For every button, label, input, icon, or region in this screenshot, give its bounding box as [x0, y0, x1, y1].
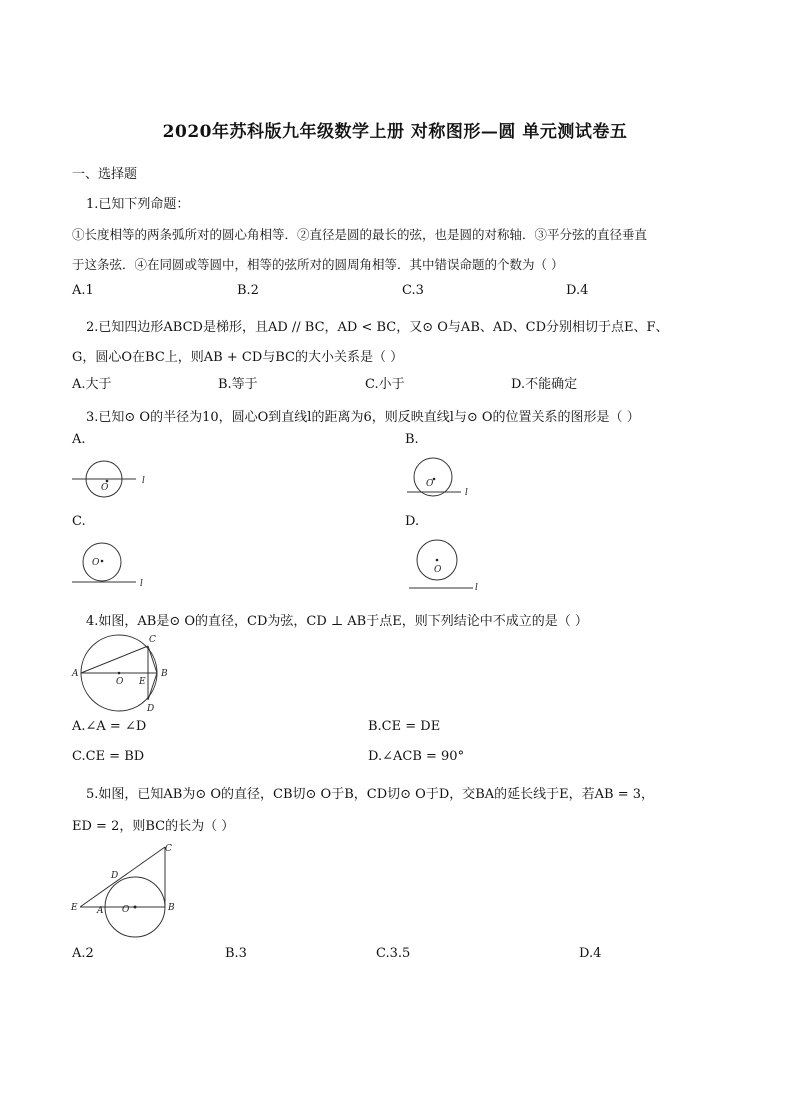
q4-label-c: C: [149, 635, 156, 645]
q5-label-o: O: [122, 905, 130, 915]
q2-option-c[interactable]: C.小于: [365, 377, 405, 392]
q4-label-a: A: [72, 669, 79, 679]
q1-option-c[interactable]: C.3: [402, 283, 424, 298]
q4-segment-ac: [81, 646, 148, 673]
q4-label-b: B: [161, 669, 168, 679]
section-heading: 一、选择题: [72, 167, 138, 182]
page-title: 2020年苏科版九年级数学上册 对称图形—圆 单元测试卷五: [162, 122, 628, 142]
q3-option-a[interactable]: A.: [72, 432, 86, 447]
q3d-label-o: O: [434, 565, 442, 575]
q3-figure-b[interactable]: [405, 455, 495, 505]
q4-center-dot: [118, 672, 121, 675]
q5-option-a[interactable]: A.2: [72, 946, 94, 961]
q4-option-d[interactable]: D.∠ACB = 90°: [368, 749, 465, 764]
q5-center-dot: [134, 906, 137, 909]
q3-option-c[interactable]: C.: [72, 514, 86, 529]
q5-line1: 5.如图，已知AB为⊙ O的直径，CB切⊙ O于B，CD切⊙ O于D，交BA的延长线于E，若AB = 3，: [86, 787, 655, 802]
q5-tangent-ec: [80, 847, 165, 907]
q4-option-c[interactable]: C.CE = BD: [72, 749, 145, 764]
q4-segment-bd: [148, 673, 157, 700]
q3-figure-d[interactable]: [405, 538, 495, 598]
q1-option-a[interactable]: A.1: [72, 283, 94, 298]
q3-option-d[interactable]: D.: [405, 514, 420, 529]
q3a-label-l: l: [142, 476, 145, 486]
q4-segment-cb: [148, 646, 157, 673]
q5-figure: [68, 840, 188, 940]
q3b-label-o: O: [426, 479, 434, 489]
q3c-label-o: O: [92, 558, 100, 568]
q1-option-b[interactable]: B.2: [237, 283, 259, 298]
q3-figure-c[interactable]: [70, 538, 160, 588]
q5-label-a: A: [97, 906, 104, 916]
q4-stem: 4.如图，AB是⊙ O的直径，CD为弦，CD ⊥ AB于点E，则下列结论中不成立的是（ ）: [86, 614, 588, 629]
q5-option-b[interactable]: B.3: [225, 946, 247, 961]
q3c-center-dot: [101, 560, 104, 563]
q3d-label-l: l: [475, 583, 478, 593]
q4-label-e: E: [139, 677, 146, 687]
q3-option-b[interactable]: B.: [405, 432, 419, 447]
q5-label-c: C: [165, 844, 172, 854]
q4-label-d: D: [147, 704, 155, 714]
q3b-circle: [414, 458, 452, 496]
q2-option-a[interactable]: A.大于: [72, 377, 112, 392]
q3a-label-o: O: [101, 483, 109, 493]
q5-label-d: D: [111, 871, 119, 881]
q4-figure: [70, 632, 180, 714]
q5-line2: ED = 2，则BC的长为（ ）: [72, 819, 235, 834]
q1-line1: ①长度相等的两条弧所对的圆心角相等．②直径是圆的最长的弦，也是圆的对称轴．③平分弦的直径垂直: [72, 227, 648, 242]
q3c-label-l: l: [140, 579, 143, 589]
q2-line1: 2.已知四边形ABCD是梯形，且AD // BC，AD < BC，又⊙ O与AB、AD、CD分别相切于点E、F、: [86, 320, 669, 335]
q5-option-d[interactable]: D.4: [579, 946, 602, 961]
q5-label-e: E: [71, 903, 78, 913]
q3-figure-a[interactable]: [70, 455, 160, 505]
q4-label-o: O: [116, 677, 124, 687]
q4-option-b[interactable]: B.CE = DE: [368, 719, 441, 734]
q2-option-d[interactable]: D.不能确定: [511, 377, 578, 392]
q3a-center-dot: [106, 480, 109, 483]
q1-option-d[interactable]: D.4: [566, 283, 589, 298]
q5-label-b: B: [168, 903, 175, 913]
q1-stem: 1.已知下列命题：: [86, 197, 190, 212]
q3-stem: 3.已知⊙ O的半径为10，圆心O到直线l的距离为6，则反映直线l与⊙ O的位置关系的图形是（ ）: [86, 410, 640, 425]
q5-option-c[interactable]: C.3.5: [376, 946, 411, 961]
q2-option-b[interactable]: B.等于: [218, 377, 258, 392]
q3b-label-l: l: [465, 488, 468, 498]
q4-option-a[interactable]: A.∠A = ∠D: [72, 719, 147, 734]
q3d-center-dot: [436, 559, 439, 562]
q2-line2: G，圆心O在BC上，则AB + CD与BC的大小关系是（ ）: [72, 350, 404, 365]
q1-line2: 于这条弦．④在同圆或等圆中，相等的弦所对的圆周角相等．其中错误命题的个数为（ ）: [72, 257, 564, 272]
